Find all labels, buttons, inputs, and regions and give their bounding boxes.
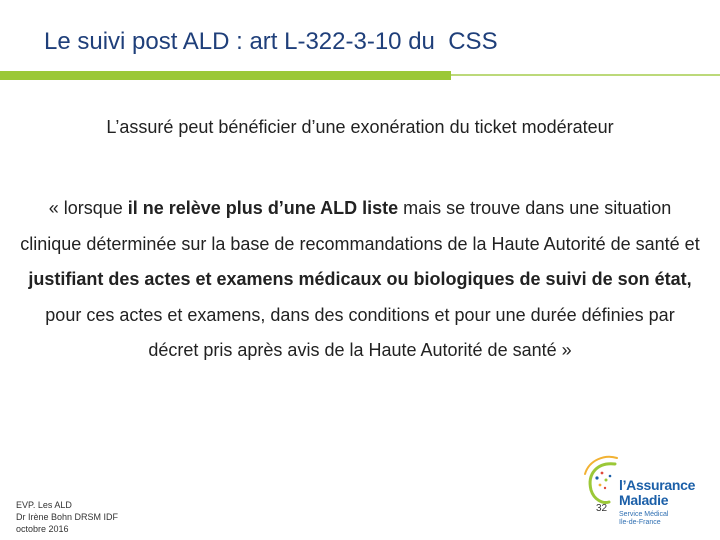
footer-line: octobre 2016 (16, 524, 69, 534)
legal-quote (20, 191, 700, 369)
slide-title: Le suivi post ALD : art L-322-3-10 du CSS (44, 28, 498, 55)
assurance-maladie-logo (575, 452, 705, 532)
slide-subtitle: L’assuré peut bénéficier d’une exonération du ticket modérateur (106, 117, 614, 137)
page-number: 32 (596, 503, 608, 514)
logo-subtitle-line: Ile-de-France (619, 519, 661, 526)
quote-segment-bold: justifiant des actes et examens médicaux ou biologiques de suivi de son état, (28, 269, 692, 289)
quote-segment-bold: il ne relève plus d’une ALD liste (127, 198, 399, 218)
quote-segment: mais se trouve dans une situation clinique déterminée sur la base de recommandations de la Haute Autorité de santé et (20, 198, 700, 254)
quote-segment: « lorsque (48, 198, 128, 218)
title-underline-bar (0, 71, 451, 80)
footer-credits (16, 499, 118, 535)
footer-line: Dr Irène Bohn DRSM IDF (16, 512, 119, 522)
footer-line: EVP. Les ALD (16, 500, 72, 510)
title-underline-line (451, 74, 720, 76)
logo-subtitle-line: Service Médical (619, 511, 669, 518)
quote-segment: pour ces actes et examens, dans des conditions et pour une durée définies par décret pris après avis de la Haute Autorité de santé » (45, 304, 675, 360)
logo-wordmark (619, 478, 695, 508)
logo-subtitle (619, 511, 668, 527)
logo-wordmark-line: Maladie (619, 492, 669, 508)
logo-wordmark-line: l’Assurance (619, 477, 696, 493)
